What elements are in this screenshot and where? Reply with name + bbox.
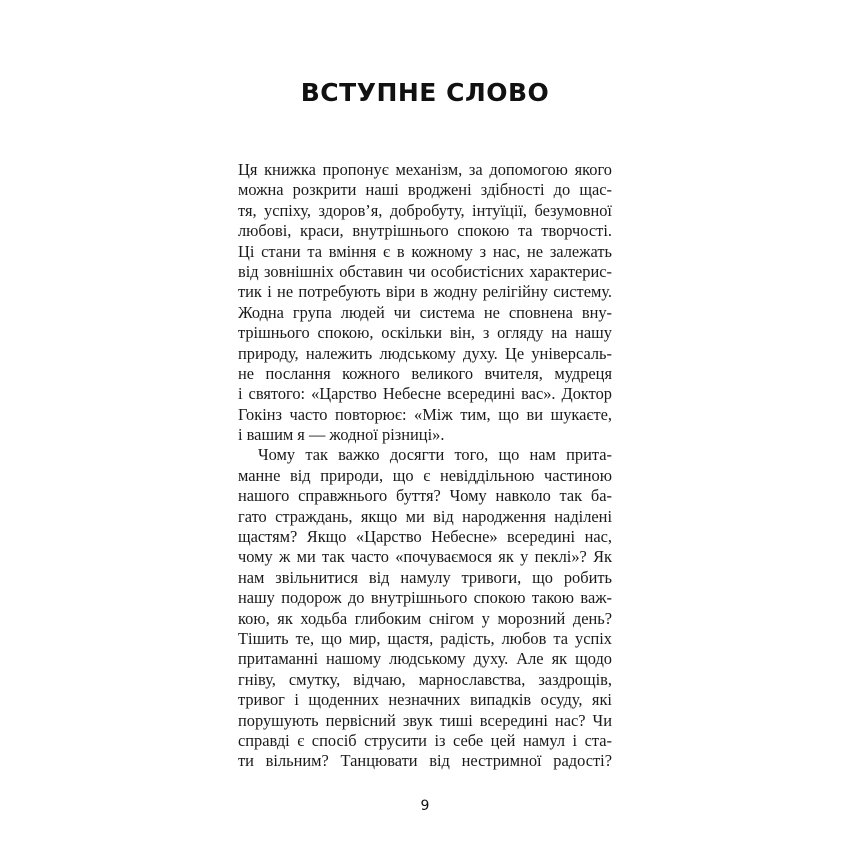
text-line: кою, як ходьба глибоким снігом у морозний день? [238,608,612,628]
text-line: можна розкрити наші вроджені здібності до щас- [238,180,612,200]
text-line: чому ж ми так часто «почуваємося як у пеклі»? Як [238,547,612,567]
text-line: нам звільнитися від намулу тривоги, що робить [238,567,612,587]
text-line: манне від природи, що є невіддільною частиною [238,465,612,485]
text-line: ти вільним? Танцювати від нестримної радості? [238,751,612,771]
text-line: і вашим я — жодної різниці». [238,425,445,445]
text-line: природу, належить людському духу. Це універсаль- [238,343,612,363]
text-line: Гокінз часто повторює: «Між тим, що ви шукаєте, [238,404,612,424]
body-text [238,160,612,772]
page-title: ВСТУПНЕ СЛОВО [300,78,550,107]
text-line: щастям? Якщо «Царство Небесне» всередині нас, [238,527,612,547]
text-line: порушують первісний звук тиші всередині нас? Чи [238,710,612,730]
text-line: тик і не потребують віри в жодну релігійну систему. [238,282,612,302]
text-line: від зовнішніх обставин чи особистісних характерис- [238,261,612,281]
text-line: справді є спосіб струсити із себе цей намул і ста- [238,730,612,750]
text-line: Чому так важко досягти того, що нам прита- [258,445,612,465]
text-line: Ці стани та вміння є в кожному з нас, не залежать [238,241,612,261]
text-line: не послання кожного великого вчителя, мудреця [238,363,612,383]
text-line: нашу подорож до внутрішнього спокою такою важ- [238,588,612,608]
text-line: гато страждань, якщо ми від народження наділені [238,506,612,526]
text-line: притаманні нашому людському духу. Але як щодо [238,649,612,669]
text-line: Тішить те, що мир, щастя, радість, любов та успіх [238,628,612,648]
text-line: трішнього спокою, оскільки він, з огляду на нашу [238,323,612,343]
text-line: любові, краси, внутрішнього спокою та творчості. [238,221,612,241]
text-line: нашого справжнього буття? Чому навколо так ба- [238,486,612,506]
text-line: гніву, смутку, відчаю, марнославства, заздрощів, [238,669,612,689]
text-line: Жодна група людей чи система не сповнена вну- [238,302,612,322]
text-line: і святого: «Царство Небесне всередині вас». Доктор [238,384,612,404]
page-number: 9 [420,798,430,814]
text-line: тя, успіху, здоров’я, добробуту, інтуїції, безумовної [238,200,612,220]
text-line: Ця книжка пропонує механізм, за допомогою якого [238,160,612,179]
text-line: тривог і щоденних незначних випадків осуду, які [238,690,612,710]
